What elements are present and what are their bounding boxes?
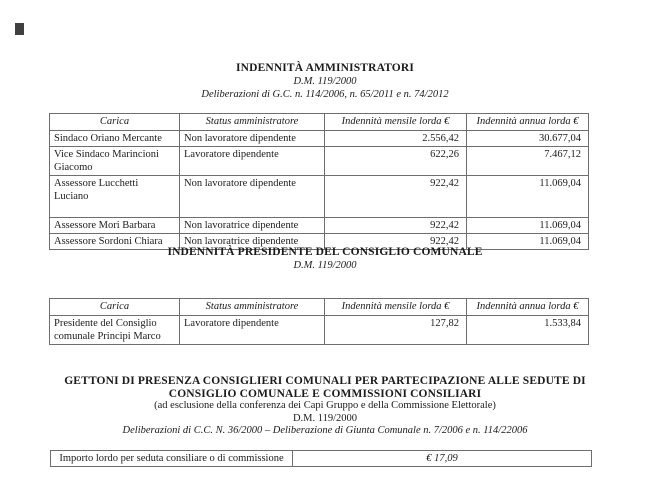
table-row: [50, 316, 589, 345]
section3-title-line2: CONSIGLIO COMUNALE E COMMISSIONI CONSILIARI: [168, 387, 482, 400]
col-header-carica: Carica: [50, 299, 180, 316]
cell-monthly: 922,42: [325, 176, 467, 218]
cell-status: Non lavoratore dipendente: [180, 176, 325, 218]
section2-title: INDENNITÀ PRESIDENTE DEL CONSIGLIO COMUNALE: [167, 246, 483, 258]
section2-heading: [25, 245, 625, 272]
cell-annual: 30.677,04: [467, 131, 589, 147]
section3-deliberations-line: Deliberazioni di C.C. N. 36/2000 – Deliberazione di Giunta Comunale n. 7/2006 e n. 114/22006: [122, 425, 528, 436]
cell-attendance-label: Importo lordo per seduta consiliare o di commissione: [51, 451, 293, 467]
cell-monthly: 622,26: [325, 147, 467, 176]
table-row: [51, 451, 592, 467]
cell-status: Non lavoratrice dipendente: [180, 218, 325, 234]
cell-carica: Assessore Lucchetti Luciano: [50, 176, 180, 218]
col-header-annual: Indennità annua lorda €: [467, 114, 589, 131]
section3-decree-line: D.M. 119/2000: [292, 412, 358, 424]
section1-deliberations-line: Deliberazioni di G.C. n. 114/2006, n. 65/2011 e n. 74/2012: [201, 89, 449, 100]
table-header-row: [50, 299, 589, 316]
col-header-status: Status amministratore: [180, 114, 325, 131]
cell-status: Lavoratore dipendente: [180, 147, 325, 176]
cell-annual: 11.069,04: [467, 218, 589, 234]
section1-title: INDENNITÀ AMMINISTRATORI: [236, 62, 414, 74]
table-header-row: [50, 114, 589, 131]
cell-status: Non lavoratrice dipendente: [180, 234, 325, 250]
cell-annual: 11.069,04: [467, 234, 589, 250]
cell-monthly: 922,42: [325, 218, 467, 234]
col-header-monthly: Indennità mensile lorda €: [325, 299, 467, 316]
page-corner-mark: [15, 23, 24, 35]
council-president-allowance-table: [49, 298, 589, 345]
col-header-annual: Indennità annua lorda €: [467, 299, 589, 316]
section1-heading: [25, 61, 625, 101]
table-row: [50, 131, 589, 147]
table-row: [50, 147, 589, 176]
section1-decree-line: D.M. 119/2000: [293, 76, 357, 87]
section3-heading: [25, 375, 625, 438]
attendance-token-table: [50, 450, 592, 467]
cell-carica: Presidente del Consiglio comunale Principi Marco: [50, 316, 180, 345]
cell-monthly: 127,82: [325, 316, 467, 345]
cell-annual: 11.069,04: [467, 176, 589, 218]
table-row: [50, 176, 589, 218]
cell-carica: Vice Sindaco Marincioni Giacomo: [50, 147, 180, 176]
section2-decree-line: D.M. 119/2000: [293, 260, 357, 271]
cell-carica: Sindaco Oriano Mercante: [50, 131, 180, 147]
cell-annual: 7.467,12: [467, 147, 589, 176]
cell-attendance-amount: € 17,09: [293, 451, 592, 467]
section3-exclusion-note: (ad esclusione della conferenza dei Capi Gruppo e della Commissione Elettorale): [154, 400, 496, 411]
cell-carica: Assessore Sordoni Chiara: [50, 234, 180, 250]
administrators-allowance-table: [49, 113, 589, 250]
col-header-carica: Carica: [50, 114, 180, 131]
section3-title-line1: GETTONI DI PRESENZA CONSIGLIERI COMUNALI PER PARTECIPAZIONE ALLE SEDUTE DI: [64, 375, 586, 387]
cell-carica: Assessore Mori Barbara: [50, 218, 180, 234]
cell-status: Lavoratore dipendente: [180, 316, 325, 345]
cell-monthly: 2.556,42: [325, 131, 467, 147]
col-header-monthly: Indennità mensile lorda €: [325, 114, 467, 131]
col-header-status: Status amministratore: [180, 299, 325, 316]
cell-monthly: 922,42: [325, 234, 467, 250]
cell-status: Non lavoratore dipendente: [180, 131, 325, 147]
cell-annual: 1.533,84: [467, 316, 589, 345]
table-row: [50, 218, 589, 234]
